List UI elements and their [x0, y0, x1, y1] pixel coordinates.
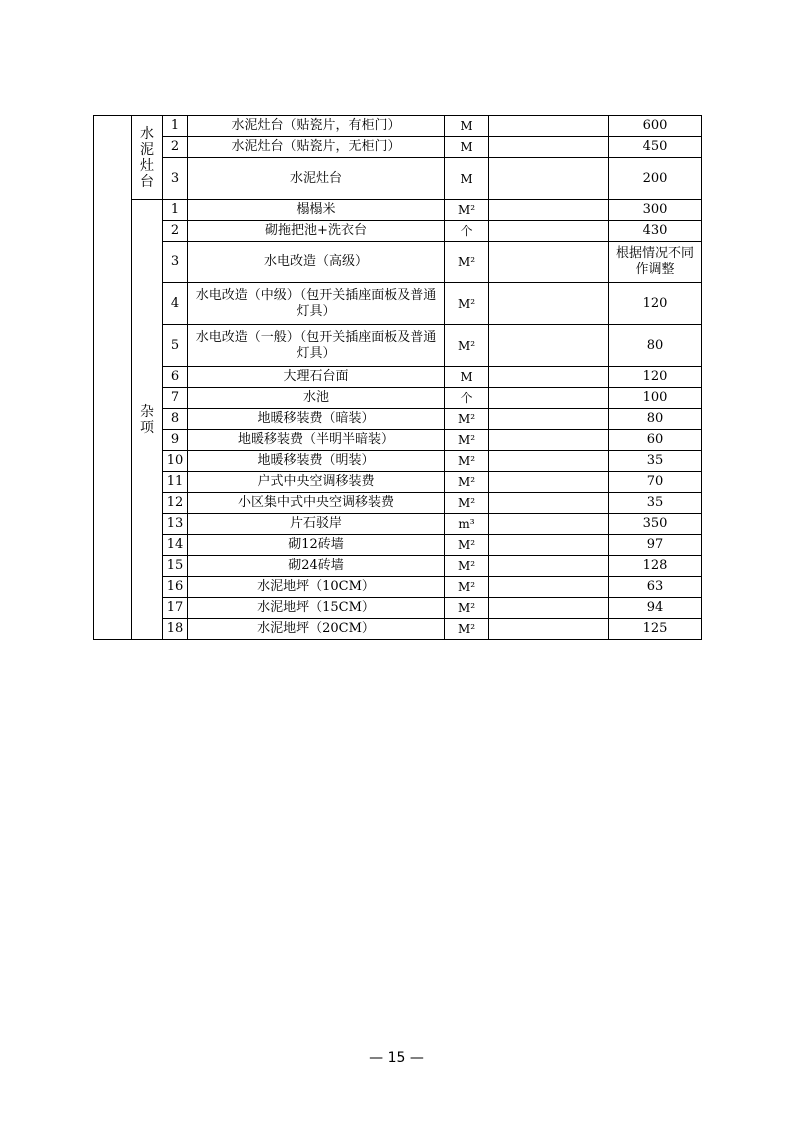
- price-cell: 430: [609, 221, 702, 242]
- item-name: 水电改造（高级）: [188, 242, 445, 283]
- table-row: [94, 388, 702, 409]
- row-number: 17: [163, 598, 188, 619]
- item-name: 水电改造（中级）（包开关插座面板及普通灯具）: [188, 283, 445, 325]
- row-number: 18: [163, 619, 188, 640]
- table-row: [94, 535, 702, 556]
- category-cell: [132, 200, 163, 640]
- row-number: 1: [163, 200, 188, 221]
- price-cell: 120: [609, 367, 702, 388]
- unit-cell: M²: [445, 472, 489, 493]
- item-name: 户式中央空调移装费: [188, 472, 445, 493]
- table-row: [94, 451, 702, 472]
- note-cell: [489, 242, 609, 283]
- price-cell: 70: [609, 472, 702, 493]
- note-cell: [489, 514, 609, 535]
- price-cell: 根据情况不同作调整: [609, 242, 702, 283]
- unit-cell: M²: [445, 325, 489, 367]
- item-name: 水池: [188, 388, 445, 409]
- price-cell: 128: [609, 556, 702, 577]
- unit-cell: M: [445, 116, 489, 137]
- note-cell: [489, 116, 609, 137]
- unit-cell: M: [445, 158, 489, 200]
- note-cell: [489, 283, 609, 325]
- outer-blank-column: [94, 116, 132, 640]
- note-cell: [489, 158, 609, 200]
- row-number: 7: [163, 388, 188, 409]
- page-number: — 15 —: [369, 1050, 424, 1066]
- note-cell: [489, 137, 609, 158]
- unit-cell: M²: [445, 598, 489, 619]
- table-row: [94, 493, 702, 514]
- unit-cell: M²: [445, 242, 489, 283]
- row-number: 3: [163, 158, 188, 200]
- table-row: [94, 577, 702, 598]
- price-cell: 350: [609, 514, 702, 535]
- unit-cell: M²: [445, 283, 489, 325]
- unit-cell: M²: [445, 430, 489, 451]
- table-row: [94, 556, 702, 577]
- row-number: 5: [163, 325, 188, 367]
- item-name: 砌24砖墙: [188, 556, 445, 577]
- note-cell: [489, 325, 609, 367]
- item-name: 砌拖把池+洗衣台: [188, 221, 445, 242]
- item-name: 小区集中式中央空调移装费: [188, 493, 445, 514]
- table-row: [94, 283, 702, 325]
- row-number: 8: [163, 409, 188, 430]
- unit-cell: 个: [445, 221, 489, 242]
- table-row: [94, 598, 702, 619]
- category-label: 水泥灶台: [140, 125, 154, 190]
- unit-cell: M²: [445, 577, 489, 598]
- row-number: 2: [163, 221, 188, 242]
- unit-cell: M²: [445, 409, 489, 430]
- note-cell: [489, 451, 609, 472]
- price-cell: 125: [609, 619, 702, 640]
- note-cell: [489, 619, 609, 640]
- price-cell: 100: [609, 388, 702, 409]
- table-row: [94, 116, 702, 137]
- item-name: 水泥灶台: [188, 158, 445, 200]
- note-cell: [489, 577, 609, 598]
- table-row: [94, 221, 702, 242]
- item-name: 地暖移装费（明装）: [188, 451, 445, 472]
- note-cell: [489, 409, 609, 430]
- table-row: [94, 514, 702, 535]
- category-label: 杂项: [140, 403, 154, 436]
- unit-cell: 个: [445, 388, 489, 409]
- note-cell: [489, 472, 609, 493]
- unit-cell: M²: [445, 619, 489, 640]
- unit-cell: m³: [445, 514, 489, 535]
- item-name: 水泥灶台（贴瓷片，无柜门）: [188, 137, 445, 158]
- item-name: 水泥地坪（20CM）: [188, 619, 445, 640]
- price-cell: 35: [609, 493, 702, 514]
- item-name: 水泥灶台（贴瓷片，有柜门）: [188, 116, 445, 137]
- table-row: [94, 619, 702, 640]
- row-number: 10: [163, 451, 188, 472]
- item-name: 地暖移装费（暗装）: [188, 409, 445, 430]
- table-row: [94, 409, 702, 430]
- price-cell: 80: [609, 325, 702, 367]
- table-row: [94, 430, 702, 451]
- table-row: [94, 200, 702, 221]
- category-cell: [132, 116, 163, 200]
- price-cell: 300: [609, 200, 702, 221]
- price-cell: 35: [609, 451, 702, 472]
- note-cell: [489, 493, 609, 514]
- unit-cell: M²: [445, 200, 489, 221]
- item-name: 水泥地坪（10CM）: [188, 577, 445, 598]
- row-number: 6: [163, 367, 188, 388]
- note-cell: [489, 556, 609, 577]
- row-number: 14: [163, 535, 188, 556]
- table-row: [94, 242, 702, 283]
- row-number: 4: [163, 283, 188, 325]
- row-number: 16: [163, 577, 188, 598]
- unit-cell: M²: [445, 451, 489, 472]
- item-name: 片石驳岸: [188, 514, 445, 535]
- unit-cell: M²: [445, 493, 489, 514]
- price-cell: 94: [609, 598, 702, 619]
- item-name: 地暖移装费（半明半暗装）: [188, 430, 445, 451]
- note-cell: [489, 200, 609, 221]
- price-cell: 60: [609, 430, 702, 451]
- price-cell: 600: [609, 116, 702, 137]
- unit-cell: M²: [445, 535, 489, 556]
- note-cell: [489, 388, 609, 409]
- price-cell: 63: [609, 577, 702, 598]
- note-cell: [489, 430, 609, 451]
- price-table: [93, 115, 702, 640]
- row-number: 13: [163, 514, 188, 535]
- price-cell: 450: [609, 137, 702, 158]
- item-name: 大理石台面: [188, 367, 445, 388]
- row-number: 12: [163, 493, 188, 514]
- note-cell: [489, 535, 609, 556]
- price-cell: 120: [609, 283, 702, 325]
- item-name: 水泥地坪（15CM）: [188, 598, 445, 619]
- row-number: 3: [163, 242, 188, 283]
- table-row: [94, 137, 702, 158]
- note-cell: [489, 367, 609, 388]
- row-number: 2: [163, 137, 188, 158]
- note-cell: [489, 221, 609, 242]
- row-number: 1: [163, 116, 188, 137]
- item-name: 榻榻米: [188, 200, 445, 221]
- price-cell: 200: [609, 158, 702, 200]
- table-row: [94, 158, 702, 200]
- table-row: [94, 472, 702, 493]
- row-number: 15: [163, 556, 188, 577]
- row-number: 9: [163, 430, 188, 451]
- table-row: [94, 367, 702, 388]
- unit-cell: M: [445, 137, 489, 158]
- item-name: 水电改造（一般）（包开关插座面板及普通灯具）: [188, 325, 445, 367]
- unit-cell: M: [445, 367, 489, 388]
- unit-cell: M²: [445, 556, 489, 577]
- price-cell: 80: [609, 409, 702, 430]
- row-number: 11: [163, 472, 188, 493]
- note-cell: [489, 598, 609, 619]
- item-name: 砌12砖墙: [188, 535, 445, 556]
- table-row: [94, 325, 702, 367]
- price-cell: 97: [609, 535, 702, 556]
